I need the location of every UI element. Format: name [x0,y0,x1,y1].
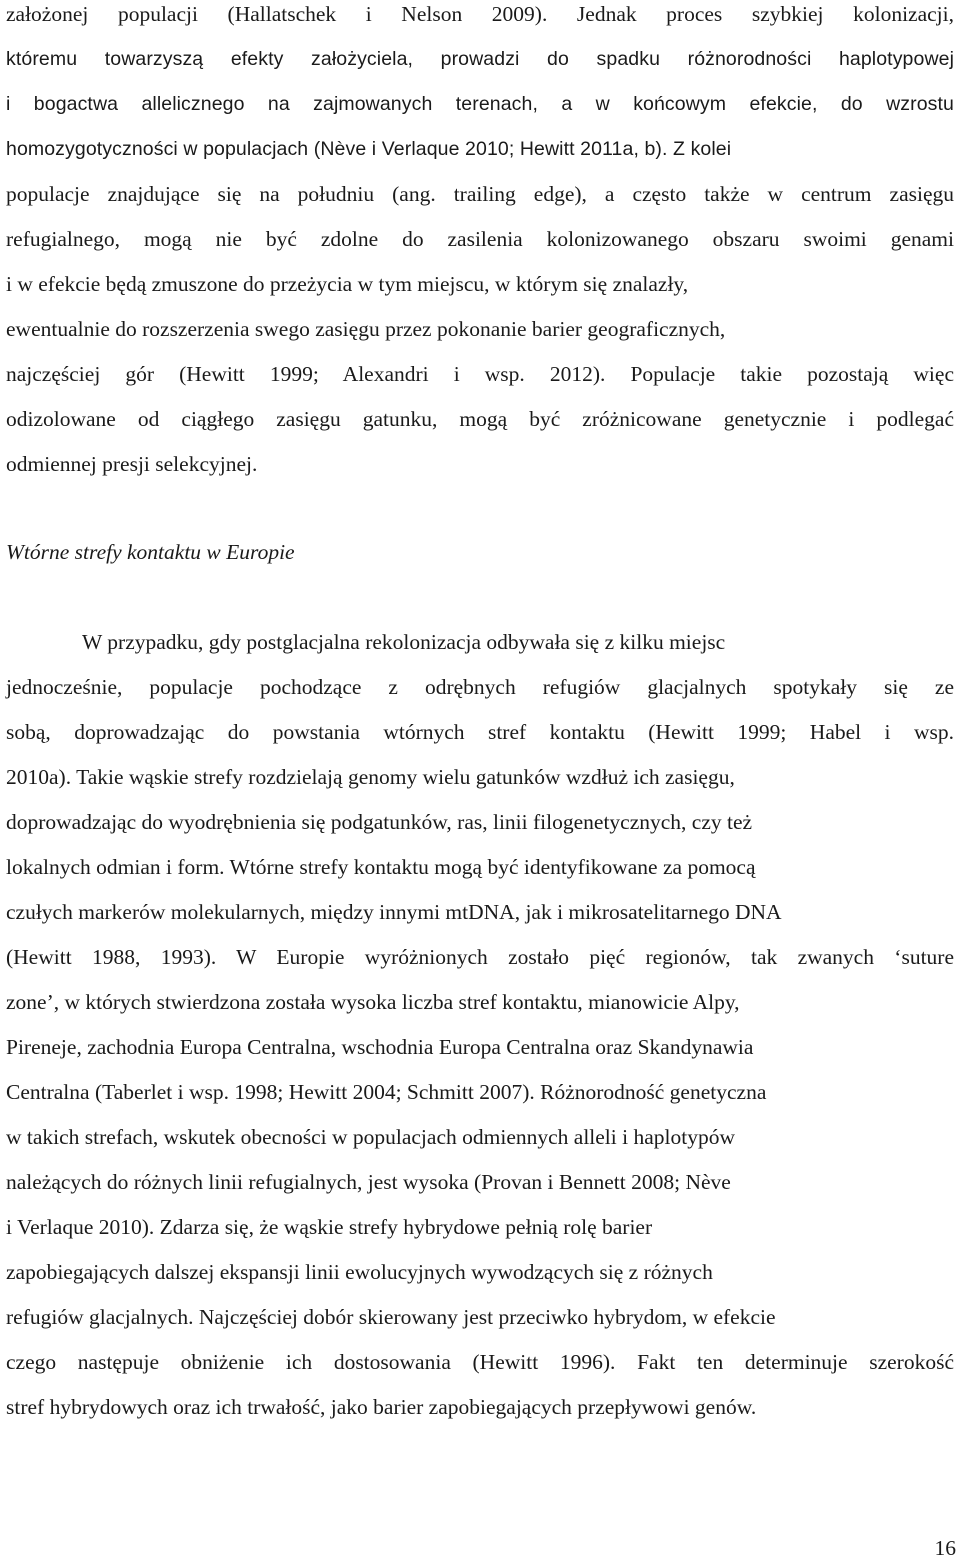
text-line: jednocześnie, populacje pochodzące z odrębnych refugiów glacjalnych spotykały się ze [6,675,954,699]
text-line: założonej populacji (Hallatschek i Nelson 2009). Jednak proces szybkiej kolonizacji, [6,2,954,26]
text-line: w takich strefach, wskutek obecności w populacjach odmiennych alleli i haplotypów [6,1125,735,1149]
text-line: stref hybrydowych oraz ich trwałość, jako barier zapobiegających przepływowi genów. [6,1395,757,1419]
text-line: zone’, w których stwierdzona została wysoka liczba stref kontaktu, mianowicie Alpy, [6,990,740,1014]
text-line: czego następuje obniżenie ich dostosowania (Hewitt 1996). Fakt ten determinuje szerokość [6,1350,954,1374]
text-line: któremu towarzyszą efekty założyciela, prowadzi do spadku różnorodności haplotypowej [6,48,954,70]
text-line: lokalnych odmian i form. Wtórne strefy kontaktu mogą być identyfikowane za pomocą [6,855,756,879]
text-line: i w efekcie będą zmuszone do przeżycia w tym miejscu, w którym się znalazły, [6,272,689,296]
text-line: Centralna (Taberlet i wsp. 1998; Hewitt 2004; Schmitt 2007). Różnorodność genetyczna [6,1080,767,1104]
text-line: ewentualnie do rozszerzenia swego zasięgu przez pokonanie barier geograficznych, [6,317,726,341]
text-line: refugiów glacjalnych. Najczęściej dobór skierowany jest przeciwko hybrydom, w efekcie [6,1305,776,1329]
text-line: sobą, doprowadzając do powstania wtórnych stref kontaktu (Hewitt 1999; Habel i wsp. [6,720,954,744]
text-line: refugialnego, mogą nie być zdolne do zasilenia kolonizowanego obszaru swoimi genami [6,227,954,251]
text-line: Pireneje, zachodnia Europa Centralna, wschodnia Europa Centralna oraz Skandynawia [6,1035,754,1059]
text-line: populacje znajdujące się na południu (ang. trailing edge), a często także w centrum zasięgu [6,182,954,206]
text-line: zapobiegających dalszej ekspansji linii ewolucyjnych wywodzących się z różnych [6,1260,713,1284]
text-line: 2010a). Takie wąskie strefy rozdzielają genomy wielu gatunków wzdłuż ich zasięgu, [6,765,735,789]
page-number: 16 [934,1536,956,1560]
text-line: odizolowane od ciągłego zasięgu gatunku, mogą być zróżnicowane genetycznie i podlegać [6,407,954,431]
text-line: należących do różnych linii refugialnych, jest wysoka (Provan i Bennett 2008; Nève [6,1170,731,1194]
text-line: doprowadzając do wyodrębnienia się podgatunków, ras, linii filogenetycznych, czy też [6,810,753,834]
text-line: odmiennej presji selekcyjnej. [6,452,258,476]
text-line: (Hewitt 1988, 1993). W Europie wyróżnionych zostało pięć regionów, tak zwanych ‘suture [6,945,954,969]
text-line: najczęściej gór (Hewitt 1999; Alexandri i wsp. 2012). Populacje takie pozostają więc [6,362,954,386]
text-line: homozygotyczności w populacjach (Nève i Verlaque 2010; Hewitt 2011a, b). Z kolei [6,138,732,160]
section-heading: Wtórne strefy kontaktu w Europie [6,540,295,564]
text-line: W przypadku, gdy postglacjalna rekolonizacja odbywała się z kilku miejsc [82,630,726,654]
text-line: i bogactwa allelicznego na zajmowanych terenach, a w końcowym efekcie, do wzrostu [6,93,954,115]
text-line: i Verlaque 2010). Zdarza się, że wąskie strefy hybrydowe pełnią rolę barier [6,1215,653,1239]
text-line: czułych markerów molekularnych, między innymi mtDNA, jak i mikrosatelitarnego DNA [6,900,782,924]
